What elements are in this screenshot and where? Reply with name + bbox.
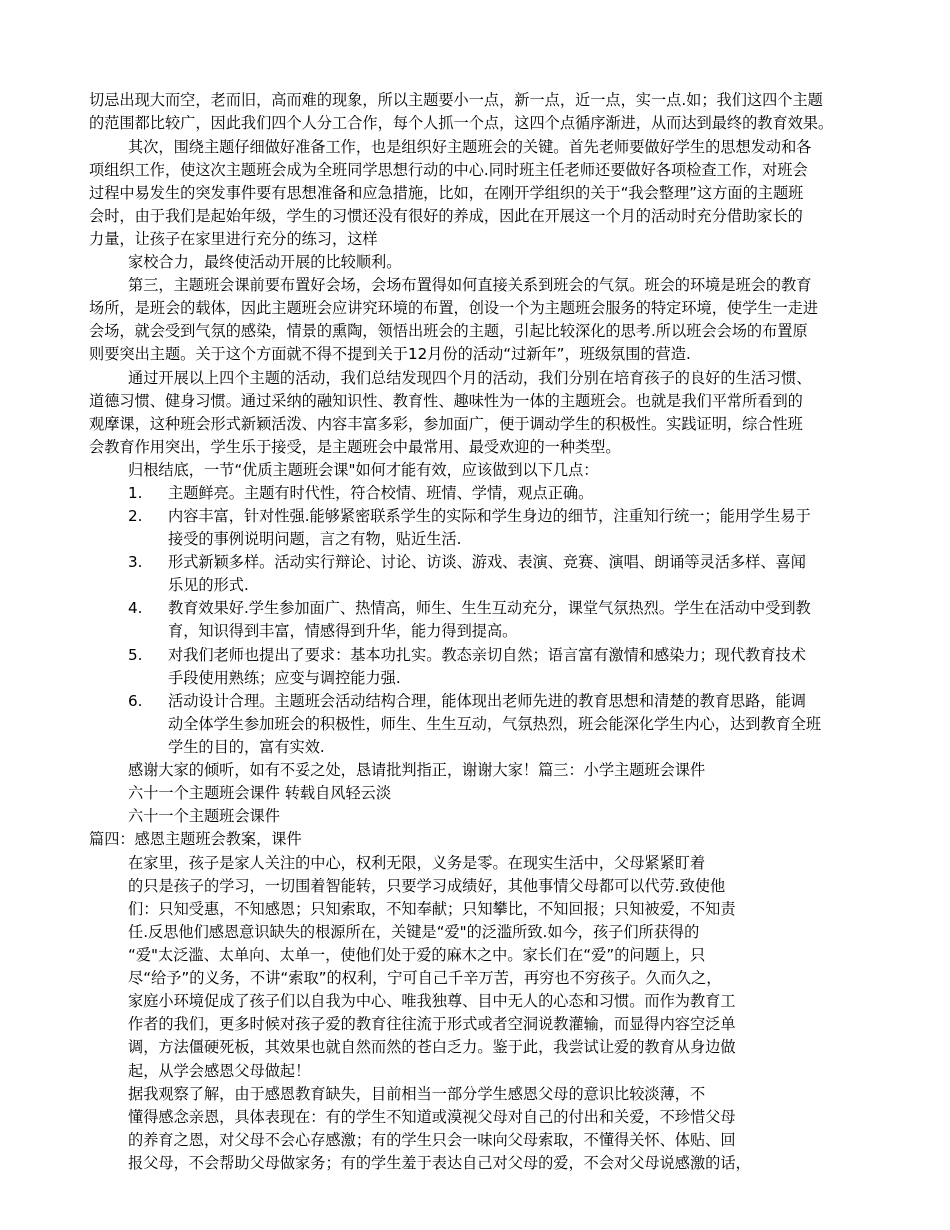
text-line: 过程中易发生的突发事件要有思想准备和应急措施，比如，在刚开学组织的关于“我会整理”这方面的主题班 <box>89 184 804 202</box>
list-item: 教育效果好.学生参加面广、热情高，师生、生生互动充分，课堂气氛热烈。学生在活动中受到教 <box>168 599 811 617</box>
list-item: 手段使用熟练；应变与调控能力强. <box>168 669 401 687</box>
text-line: 第三，主题班会课前要布置好会场，会场布置得如何直接关系到班会的气氛。班会的环境是班会的教育 <box>128 276 812 294</box>
text-line: 起，从学会感恩父母做起！ <box>128 1062 311 1080</box>
list-item: 内容丰富，针对性强.能够紧密联系学生的实际和学生身边的细节，注重知行统一；能用学生易于 <box>168 507 811 525</box>
text-line: 作者的我们，更多时候对孩子爱的教育往往流于形式或者空洞说教灌输，而显得内容空泛单 <box>128 1015 736 1033</box>
text-line: 则要突出主题。关于这个方面就不得不提到关于12月份的活动“过新年”，班级氛围的营造. <box>89 345 691 363</box>
list-number: 4. <box>128 599 143 617</box>
text-line: 道德习惯、健身习惯。通过采纳的融知识性、教育性、趣味性为一体的主题班会。也就是我们平常所看到的 <box>89 392 803 410</box>
list-item: 形式新颖多样。活动实行辩论、讨论、访谈、游戏、表演、竞赛、演唱、朗诵等灵活多样、喜闻 <box>168 553 806 571</box>
list-item: 主题鲜亮。主题有时代性，符合校情、班情、学情，观点正确。 <box>168 484 594 502</box>
text-line: 在家里，孩子是家人关注的中心，权利无限，义务是零。在现实生活中，父母紧紧盯着 <box>128 854 706 872</box>
text-line: 们：只知受惠，不知感恩；只知索取，不知奉献；只知攀比，不知回报；只知被爱，不知责 <box>128 900 736 918</box>
list-item: 育，知识得到丰富，情感得到升华，能力得到提高。 <box>168 622 518 640</box>
list-number: 1. <box>128 484 143 502</box>
text-line: 会教育作用突出，学生乐于接受，是主题班会中最常用、最受欢迎的一种类型。 <box>89 438 621 456</box>
text-line: 调，方法僵硬死板，其效果也就自然而然的苍白乏力。鉴于此，我尝试让爱的教育从身边做 <box>128 1038 736 1056</box>
text-line: 据我观察了解，由于感恩教育缺失，目前相当一部分学生感恩父母的意识比较淡薄，不 <box>128 1085 706 1103</box>
text-line: 力量，让孩子在家里进行充分的练习，这样 <box>89 230 378 248</box>
text-line: 家校合力，最终使活动开展的比较顺利。 <box>128 253 402 271</box>
text-line: 其次，围绕主题仔细做好准备工作，也是组织好主题班会的关键。首先老师要做好学生的思想发动和各 <box>128 138 812 156</box>
text-line: 场所，是班会的载体，因此主题班会应讲究环境的布置，创设一个为主题班会服务的特定环境，使学生一走进 <box>89 299 818 317</box>
list-item: 学生的目的，富有实效. <box>168 738 325 756</box>
text-line: 尽“给予”的义务，不讲“索取”的权利，宁可自己千辛万苦，再穷也不穷孩子。久而久之， <box>128 969 722 987</box>
text-line: 任.反思他们感恩意识缺失的根源所在，关键是“爱"的泛滥所致.如今，孩子们所获得的 <box>128 923 700 941</box>
text-line: 项组织工作，使这次主题班会成为全班同学思想行动的中心.同时班主任老师还要做好各项检查工作，对班会 <box>89 161 808 179</box>
list-item: 动全体学生参加班会的积极性，师生、生生互动，气氛热烈，班会能深化学生内心，达到教育全班 <box>168 715 822 733</box>
text-line: “爱"太泛滥、太单向、太单一，使他们处于爱的麻木之中。家长们在“爱”的问题上，只 <box>128 946 706 964</box>
list-number: 5. <box>128 646 143 664</box>
list-item: 活动设计合理。主题班会活动结构合理，能体现出老师先进的教育思想和清楚的教育思路，能调 <box>168 692 806 710</box>
text-line: 六十一个主题班会课件 <box>128 807 280 825</box>
list-number: 3. <box>128 553 143 571</box>
text-line: 六十一个主题班会课件 转载自风轻云淡 <box>128 784 392 802</box>
list-item: 对我们老师也提出了要求：基本功扎实。教态亲切自然；语言富有激情和感染力；现代教育技术 <box>168 646 806 664</box>
list-item: 乐见的形式. <box>168 576 249 594</box>
section-heading: 篇四：感恩主题班会教案，课件 <box>89 830 302 848</box>
text-line: 会场，就会受到气氛的感染，情景的熏陶，领悟出班会的主题，引起比较深化的思考.所以班会会场的布置原 <box>89 322 808 340</box>
text-line: 会时，由于我们是起始年级，学生的习惯还没有很好的养成，因此在开展这一个月的活动时充分借助家长的 <box>89 207 803 225</box>
text-line: 切忌出现大而空，老而旧，高而难的现象，所以主题要小一点，新一点，近一点，实一点.如；我们这四个主题 <box>89 91 823 109</box>
text-line: 归根结底，一节“优质主题班会课"如何才能有效，应该做到以下几点： <box>128 461 599 479</box>
list-item: 接受的事例说明问题，言之有物，贴近生活. <box>168 530 462 548</box>
text-line: 感谢大家的倾听，如有不妥之处，恳请批判指正，谢谢大家！篇三：小学主题班会课件 <box>128 761 706 779</box>
text-line: 家庭小环境促成了孩子们以自我为中心、唯我独尊、目中无人的心态和习惯。而作为教育工 <box>128 992 736 1010</box>
text-line: 的只是孩子的学习，一切围着智能转，只要学习成绩好，其他事情父母都可以代劳.致使他 <box>128 877 726 895</box>
text-line: 懂得感念亲恩，具体表现在：有的学生不知道或漠视父母对自己的付出和关爱，不珍惜父母 <box>128 1108 736 1126</box>
text-line: 通过开展以上四个主题的活动，我们总结发现四个月的活动，我们分别在培育孩子的良好的生活习惯、 <box>128 369 812 387</box>
text-line: 观摩课，这种班会形式新颖活泼、内容丰富多彩，参加面广，便于调动学生的积极性。实践证明，综合性班 <box>89 415 803 433</box>
text-line: 的范围都比较广，因此我们四个人分工合作，每个人抓一个点，这四个点循序渐进，从而达到最终的教育效果。 <box>89 114 834 132</box>
text-line: 报父母，不会帮助父母做家务；有的学生羞于表达自己对父母的爱，不会对父母说感激的话， <box>128 1154 751 1172</box>
text-line: 的养育之恩，对父母不会心存感激；有的学生只会一味向父母索取，不懂得关怀、体贴、回 <box>128 1131 736 1149</box>
list-number: 6. <box>128 692 143 710</box>
list-number: 2. <box>128 507 143 525</box>
